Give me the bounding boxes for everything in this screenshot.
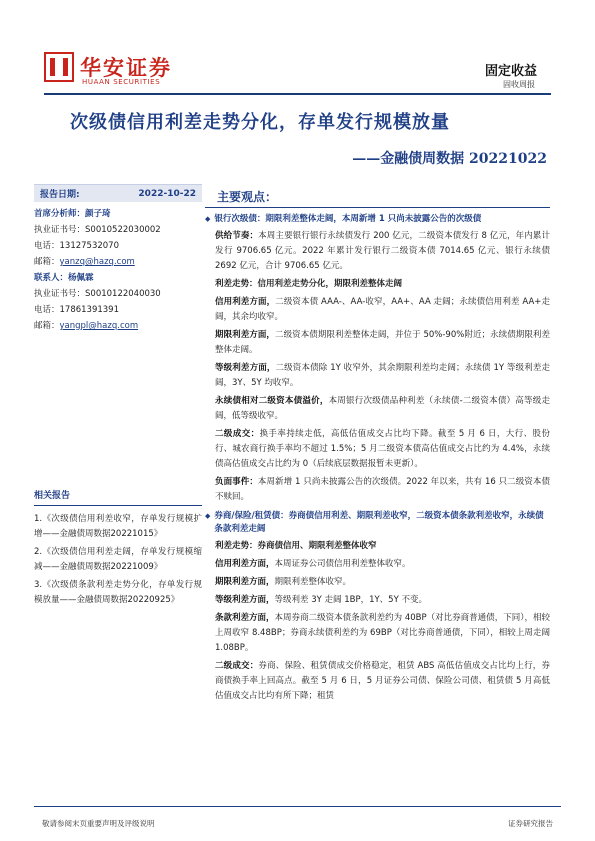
report-subtitle: ——金融债周数据 20221022 [352,151,547,167]
bank-negative-events-para: 负面事件：本周新增 1 只尚未披露公告的次级债。2022 年以来，共有 16 只二级资本债不赎回。 [215,477,550,502]
main-view-title: 主要观点： [205,188,550,208]
bullet-icon: ◆ [205,512,211,520]
broker-grade-spread-para: 等级利差方面，等级利差 3Y 走阔 1BP，1Y、5Y 不变。 [215,595,427,605]
date-label: 报告日期: [40,190,80,200]
main-content [205,188,550,707]
logo-mark-icon [44,52,74,82]
bank-credit-spread-para: 信用利差方面，二级资本债 AAA-、AA-收窄，AA+、AA 走阔；永续债信用利差 AA+走阔，其余均收窄。 [215,297,550,322]
related-report-item[interactable]: 2.《次级债信用利差走阔，存单发行规模缩减——金融债周数据20221009》 [34,547,202,572]
footer-divider [34,806,561,807]
bank-perpetual-premium-para: 永续债相对二级资本债溢价，本周银行次级债品种利差（永续债-二级资本债）高等级走阔，低等级收窄。 [215,396,550,421]
header-divider [44,93,551,95]
related-report-item[interactable]: 1.《次级债信用利差收窄，存单发行规模扩增——金融债周数据20221015》 [34,514,202,539]
bank-secondary-trading-para: 二级成交：换手率持续走低，高低估值成交占比均下降。截至 5 月 6 日，大行、股份行、城农商行换手率均不超过 1.5%；5 月二级资本债高估值成交占比约为 4.4%，永续债高估值成交占比约为 0（后续底层数据报暂未更新）。 [215,429,550,469]
contact-cert-line: 执业证书号：S0010122040030 [34,289,161,299]
contact-email-line: 邮箱：yangpl@hazq.com [34,321,139,331]
analyst-role-line: 首席分析师：颜子琦 [34,209,111,219]
bank-grade-spread-para: 等级利差方面，二级资本债除 1Y 收窄外，其余期限利差均走阔；永续债 1Y 等级利差走阔，3Y、5Y 均收窄。 [215,363,550,388]
analyst-phone-line: 电话：13127532070 [34,241,120,251]
analyst-email-link[interactable]: yanzq@hazq.com [59,257,135,267]
broker-secondary-trading-para: 二级成交：券商、保险、租赁债成交价格稳定，租赁 ABS 高低估值成交占比均上行，券商债换手率上回高点。截至 5 月 6 日，5 月证券公司债、保险公司债、租赁债 5 月高低估值成交占比均有所下降；租赁 [215,661,550,701]
contact-block [34,270,202,334]
analyst-cert-line: 执业证书号：S0010522030002 [34,225,161,235]
section-heading-bank: ◆ 银行次级债：期限利差整体走阔，本周新增 1 只尚未披露公告的次级债 [205,214,482,224]
contact-email-link[interactable]: yangpl@hazq.com [59,321,139,331]
analyst-email-line: 邮箱：yanzq@hazq.com [34,257,135,267]
report-subcategory: 固收周报 [503,80,535,89]
bank-term-spread-para: 期限利差方面，二级资本债期限利差整体走阔，并位于 50%-90%附近；永续债期限利差整体走阔。 [215,330,550,355]
bank-supply-para: 供给节奏：本周主要银行银行永续债发行 200 亿元，二级资本债发行 8 亿元，年内累计发行 9706.65 亿元。2022 年累计发行银行二级资本债 7014.65 亿元、银行永续债 2692 亿元，合计 9706.65 亿元。 [215,231,550,271]
report-category: 固定收益 [484,64,537,79]
broker-spread-trend-para: 利差走势：券商债信用、期限利差整体收窄 [215,541,377,551]
date-value: 2022-10-22 [138,188,196,199]
footer-report-type: 证券研究报告 [508,819,553,828]
brand-logo [44,52,194,88]
broker-clause-spread-para: 条款利差方面，本周券商二级资本债条款利差约为 40BP（对比券商普通债，下同），相较上周收窄 8.48BP；券商永续债利差约为 69BP（对比券商普通债，下同），相较上周走阔 1.08BP。 [215,613,550,653]
broker-term-spread-para: 期限利差方面，期限利差整体收窄。 [215,577,352,587]
broker-credit-spread-para: 信用利差方面，本周证券公司债信用利差整体收窄。 [215,559,411,569]
report-date-bar [34,184,202,202]
left-sidebar [34,184,202,334]
logo-english-text: HUAAN SECURITIES [82,78,161,86]
related-report-item[interactable]: 3.《次级债条款利差走势分化，存单发行规模放量——金融债周数据20220925》 [34,580,202,605]
footer-disclaimer: 敬请参阅末页重要声明及评级说明 [42,819,155,828]
logo-chinese-text: 华安证券 [80,55,172,80]
contact-phone-line: 电话：17861391391 [34,305,120,315]
related-reports-title: 相关报告 [34,488,202,506]
bullet-icon: ◆ [205,215,211,223]
report-title: 次级债信用利差走势分化，存单发行规模放量 [70,112,450,133]
related-reports-list [34,512,202,612]
bank-spread-trend-para: 利差走势：信用利差走势分化，期限利差整体走阔 [215,279,403,289]
contact-role-line: 联系人：杨佩霖 [34,273,94,283]
section-heading-broker: ◆ 券商/保险/租赁债：券商债信用利差、期限利差收窄，二级资本债条款利差收窄，永续债条款利差走阔 [205,511,544,534]
analyst-block [34,206,202,270]
